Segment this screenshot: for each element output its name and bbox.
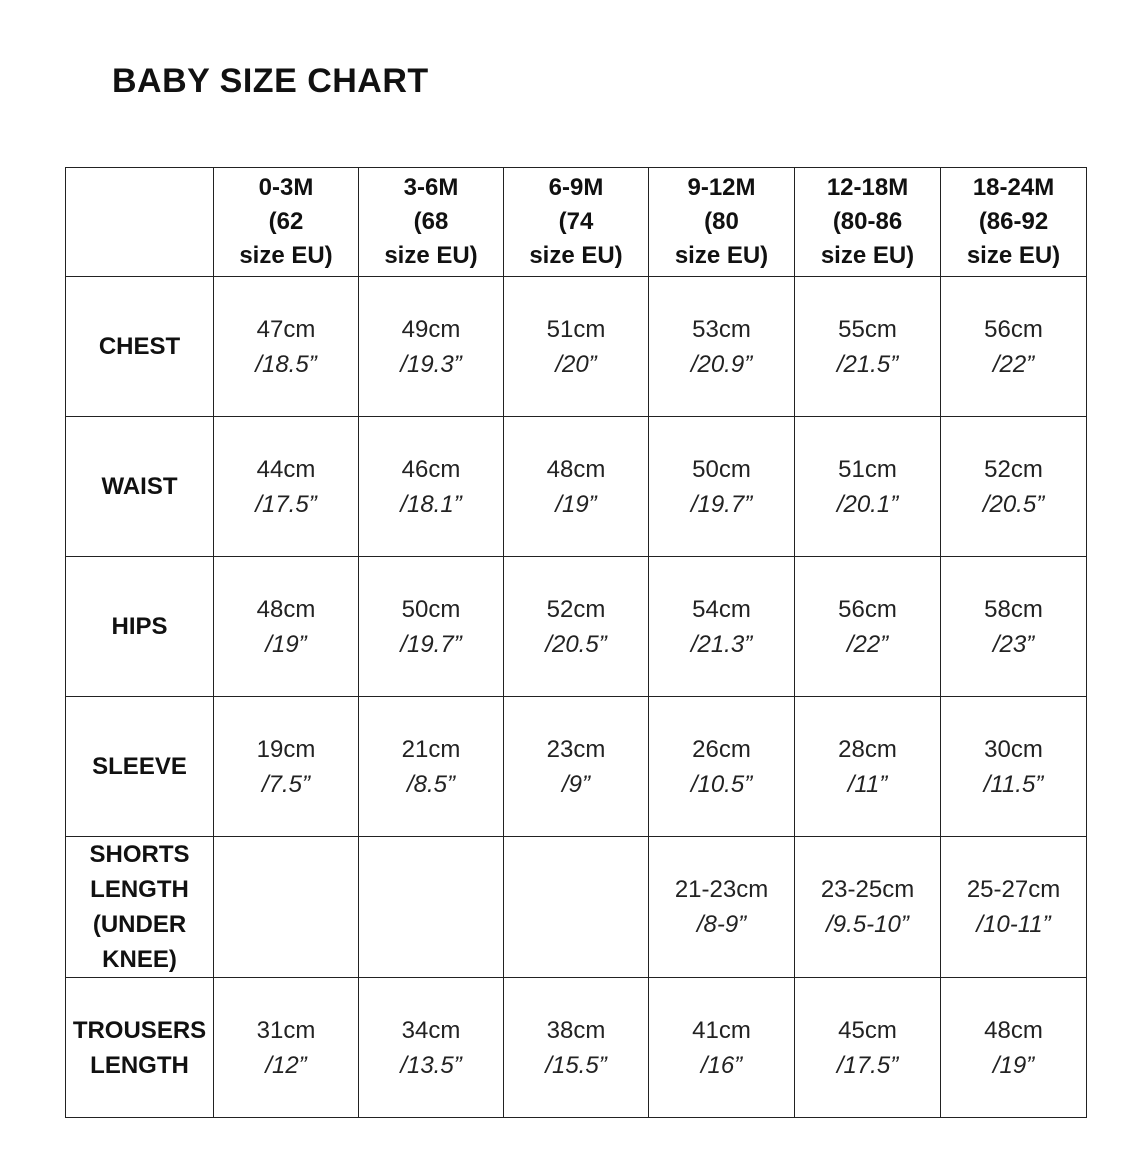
- measurement-cell: [941, 697, 1087, 837]
- corner-cell: [66, 168, 214, 277]
- inch-value: /19.7”: [400, 630, 462, 658]
- cm-value: 34cm: [401, 1016, 461, 1044]
- cm-value: 41cm: [692, 1016, 751, 1044]
- measurement-cell: [359, 557, 504, 697]
- cm-value: 21cm: [401, 735, 461, 763]
- measurement-cell: [214, 697, 359, 837]
- row-label: CHEST: [66, 277, 214, 417]
- inch-value: /20.5”: [545, 630, 607, 658]
- measurement-cell: [214, 837, 359, 978]
- row-label: SLEEVE: [66, 697, 214, 837]
- cm-value: 53cm: [692, 315, 751, 343]
- measurement-cell: [795, 277, 941, 417]
- inch-value: /8.5”: [406, 770, 456, 798]
- inch-value: /20.9”: [690, 350, 753, 378]
- cm-value: 48cm: [256, 595, 316, 623]
- measurement-cell: [359, 417, 504, 557]
- inch-value: /20.1”: [836, 490, 899, 518]
- cm-value: 52cm: [984, 455, 1043, 483]
- cm-value: 46cm: [401, 455, 461, 483]
- inch-value: /11”: [847, 770, 888, 798]
- row-label: WAIST: [66, 417, 214, 557]
- cm-value: 21-23cm: [674, 876, 769, 903]
- column-header: 6-9M (74 size EU): [504, 168, 649, 277]
- measurement-cell: [214, 557, 359, 697]
- inch-value: /21.3”: [690, 630, 753, 658]
- cm-value: 56cm: [984, 315, 1043, 343]
- inch-value: /16”: [700, 1051, 743, 1079]
- inch-value: /19”: [555, 490, 597, 518]
- inch-value: /18.5”: [255, 350, 317, 378]
- inch-value: /23”: [992, 630, 1035, 658]
- cm-value: 30cm: [984, 735, 1043, 763]
- cm-value: 58cm: [984, 595, 1043, 623]
- cm-value: 44cm: [256, 455, 316, 483]
- measurement-cell: [359, 837, 504, 978]
- measurement-cell: [649, 417, 795, 557]
- inch-value: /17.5”: [836, 1051, 899, 1079]
- cm-value: 50cm: [401, 595, 461, 623]
- measurement-cell: [359, 697, 504, 837]
- measurement-cell: [359, 978, 504, 1118]
- measurement-cell: [649, 697, 795, 837]
- inch-value: /19”: [992, 1051, 1035, 1079]
- cm-value: 52cm: [546, 595, 606, 623]
- cm-value: 51cm: [838, 455, 897, 483]
- inch-value: /20.5”: [982, 490, 1045, 518]
- measurement-cell: [504, 697, 649, 837]
- page-title: BABY SIZE CHART: [112, 62, 429, 100]
- table-row: [66, 557, 1087, 697]
- inch-value: /19”: [265, 630, 307, 658]
- table-row: [66, 837, 1087, 978]
- inch-value: /15.5”: [545, 1051, 607, 1079]
- measurement-cell: [795, 978, 941, 1118]
- measurement-cell: [649, 557, 795, 697]
- table-row: [66, 417, 1087, 557]
- cm-value: 54cm: [692, 595, 751, 623]
- inch-value: /21.5”: [836, 350, 899, 378]
- measurement-cell: [795, 417, 941, 557]
- inch-value: /19.7”: [690, 490, 753, 518]
- row-label: TROUSERS LENGTH: [66, 978, 214, 1118]
- cm-value: 51cm: [546, 315, 606, 343]
- measurement-cell: [504, 837, 649, 978]
- cm-value: 49cm: [401, 315, 461, 343]
- cm-value: 23-25cm: [820, 876, 915, 903]
- inch-value: /22”: [992, 350, 1035, 378]
- measurement-cell: [795, 697, 941, 837]
- measurement-cell: [649, 277, 795, 417]
- measurement-cell: [504, 417, 649, 557]
- inch-value: /10.5”: [690, 770, 753, 798]
- cm-value: 47cm: [256, 315, 316, 343]
- measurement-cell: [795, 557, 941, 697]
- row-label: SHORTS LENGTH (UNDER KNEE): [66, 837, 214, 978]
- cm-value: 48cm: [546, 455, 606, 483]
- inch-value: /8-9”: [696, 911, 747, 938]
- column-header: 12-18M (80-86 size EU): [795, 168, 941, 277]
- inch-value: /18.1”: [400, 490, 462, 518]
- cm-value: 31cm: [256, 1016, 316, 1044]
- measurement-cell: [649, 837, 795, 978]
- table-row: [66, 277, 1087, 417]
- cm-value: 45cm: [838, 1016, 897, 1044]
- column-header: 3-6M (68 size EU): [359, 168, 504, 277]
- inch-value: /20”: [555, 350, 597, 378]
- column-header: 9-12M (80 size EU): [649, 168, 795, 277]
- measurement-cell: [941, 978, 1087, 1118]
- table-row: [66, 978, 1087, 1118]
- measurement-cell: [941, 417, 1087, 557]
- inch-value: /10-11”: [976, 911, 1051, 938]
- size-chart-table: [65, 167, 1087, 1118]
- table-row: [66, 697, 1087, 837]
- measurement-cell: [941, 557, 1087, 697]
- column-header: 0-3M (62 size EU): [214, 168, 359, 277]
- measurement-cell: [941, 277, 1087, 417]
- measurement-cell: [214, 417, 359, 557]
- cm-value: 56cm: [838, 595, 897, 623]
- measurement-cell: [504, 978, 649, 1118]
- inch-value: /9”: [561, 770, 590, 798]
- measurement-cell: [649, 978, 795, 1118]
- measurement-cell: [941, 837, 1087, 978]
- measurement-cell: [214, 978, 359, 1118]
- measurement-cell: [504, 557, 649, 697]
- inch-value: /12”: [265, 1051, 307, 1079]
- cm-value: 25-27cm: [966, 876, 1061, 903]
- cm-value: 38cm: [546, 1016, 606, 1044]
- inch-value: /19.3”: [400, 350, 462, 378]
- measurement-cell: [504, 277, 649, 417]
- inch-value: /22”: [846, 630, 889, 658]
- inch-value: /7.5”: [261, 770, 311, 798]
- cm-value: 28cm: [838, 735, 897, 763]
- column-header: 18-24M (86-92 size EU): [941, 168, 1087, 277]
- cm-value: 55cm: [838, 315, 897, 343]
- cm-value: 26cm: [692, 735, 751, 763]
- cm-value: 48cm: [984, 1016, 1043, 1044]
- measurement-cell: [214, 277, 359, 417]
- measurement-cell: [359, 277, 504, 417]
- inch-value: /17.5”: [255, 490, 317, 518]
- inch-value: /9.5-10”: [826, 911, 909, 938]
- cm-value: 50cm: [692, 455, 751, 483]
- cm-value: 19cm: [256, 735, 316, 763]
- measurement-cell: [795, 837, 941, 978]
- inch-value: /13.5”: [400, 1051, 462, 1079]
- cm-value: 23cm: [546, 735, 606, 763]
- inch-value: /11.5”: [983, 770, 1044, 798]
- header-row: [66, 168, 1087, 277]
- row-label: HIPS: [66, 557, 214, 697]
